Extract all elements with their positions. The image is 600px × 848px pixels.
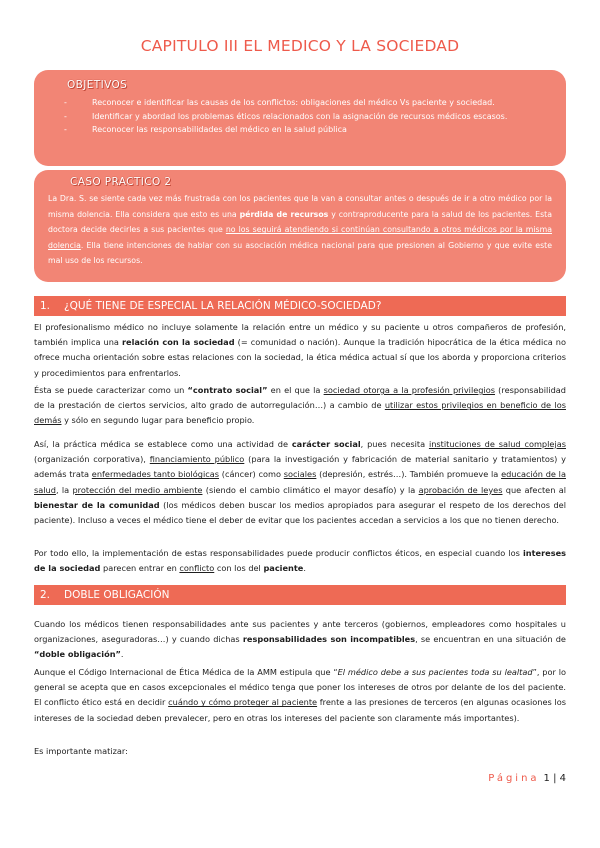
section-heading-2: 2. DOBLE OBLIGACIÓN [34, 585, 566, 605]
objetivo-item: - Identificar y abordad los problemas éticos relacionados con la asignación de recursos médicos escasos. [64, 111, 508, 121]
paragraph-codigo-amm: Aunque el Código Internacional de Ética Médica de la AMM estipula que “El médico debe a sus pacientes toda su lealtad”, por lo general se acepta que en casos excepcionales el médico tenga que poner los intereses de otros por delante de los del paciente. El conflicto ético está en decidir cuándo y cómo proteger al paciente frente a las presiones de terceros (en algunas ocasiones los intereses de la sociedad deben prevalecer, pero en otras los intereses del paciente son claramente más importantes). [34, 667, 566, 723]
page-footer [488, 773, 566, 784]
paragraph-caracter-social: Así, la práctica médica se establece como una actividad de carácter social, pues necesita instituciones de salud complejas (organización corporativa), financiamiento público (para la investigación y fabricación de material sanitario y tratamientos) y además trata enfermedades tanto biológicas (cáncer) como sociales (depresión, estrés…). También promueve la educación de la salud, la protección del medio ambiente (siendo el cambio climático el mayor desafío) y la aprobación de leyes que afecten al bienestar de la comunidad (los médicos deben buscar los medios apropiados para asegurar el respeto de los derechos del paciente). Incluso a veces el médico tiene el deber de evitar que los pacientes accedan a servicios a los que no tienen derecho. [34, 439, 566, 526]
objetivo-item: - Reconocer las responsabilidades del médico en la salud pública [64, 125, 347, 134]
paragraph-conflictos: Por todo ello, la implementación de estas responsabilidades puede producir conflictos éticos, en especial cuando los intereses de la sociedad parecen entrar en conflicto con los del paciente. [34, 548, 566, 574]
objetivos-list [64, 96, 552, 137]
caso-text: La Dra. S. se siente cada vez más frustrada con los pacientes que la van a consultar antes o después de ir a otro médico por la misma dolencia. Ella considera que esto es una pérdida de recursos y contraproducente para la salud de los pacientes. Esta doctora decide decirles a sus pacientes que no los seguirá atendiendo si continúan consultando a otros médicos por la misma dolencia. Ella tiene intenciones de hablar con su asociación médica nacional para que presionen al Gobierno y que evite este mal uso de los recursos. [48, 194, 552, 266]
caso-practico-box [34, 170, 566, 282]
objetivo-item: - Reconocer e identificar las causas de los conflictos: obligaciones del médico Vs paciente y sociedad. [64, 98, 495, 107]
objetivos-heading: OBJETIVOS [67, 79, 128, 91]
caso-heading: CASO PRACTICO 2 [70, 176, 172, 188]
paragraph-profesionalismo: El profesionalismo médico no incluye solamente la relación entre un médico y su paciente u otros compañeros de profesión, también implica una relación con la sociedad (= comunidad o nación). Aunque la tradición hipocrática de la ética médica no ofrece mucha orientación sobre estas relaciones con la sociedad, la ética médica actual sí que los aborda y proporciona criterios y procedimientos para enfrentarlos. [34, 322, 566, 378]
page-number: 1 | 4 [543, 773, 566, 784]
objetivos-box [34, 70, 566, 166]
page-title: CAPITULO III EL MEDICO Y LA SOCIEDAD [140, 37, 460, 55]
paragraph-contrato-social: Ésta se puede caracterizar como un “contrato social” en el que la sociedad otorga a la profesión privilegios (responsabilidad de la prestación de ciertos servicios, alto grado de autorregulación…) a cambio de utilizar estos privilegios en beneficio de los demás y sólo en segundo lugar para beneficio propio. [34, 385, 566, 426]
footer-label: Página [488, 773, 540, 784]
section-heading-1: 1. ¿QUÉ TIENE DE ESPECIAL LA RELACIÓN MÉDICO-SOCIEDAD? [34, 296, 566, 316]
paragraph-matizar: Es importante matizar: [34, 746, 128, 756]
paragraph-responsabilidades: Cuando los médicos tienen responsabilidades ante sus pacientes y ante terceros (gobiernos, empleadores como hospitales u organizaciones, aseguradoras…) y cuando dichas responsabilidades son incompatibles, se encuentran en una situación de “doble obligación”. [34, 619, 566, 660]
